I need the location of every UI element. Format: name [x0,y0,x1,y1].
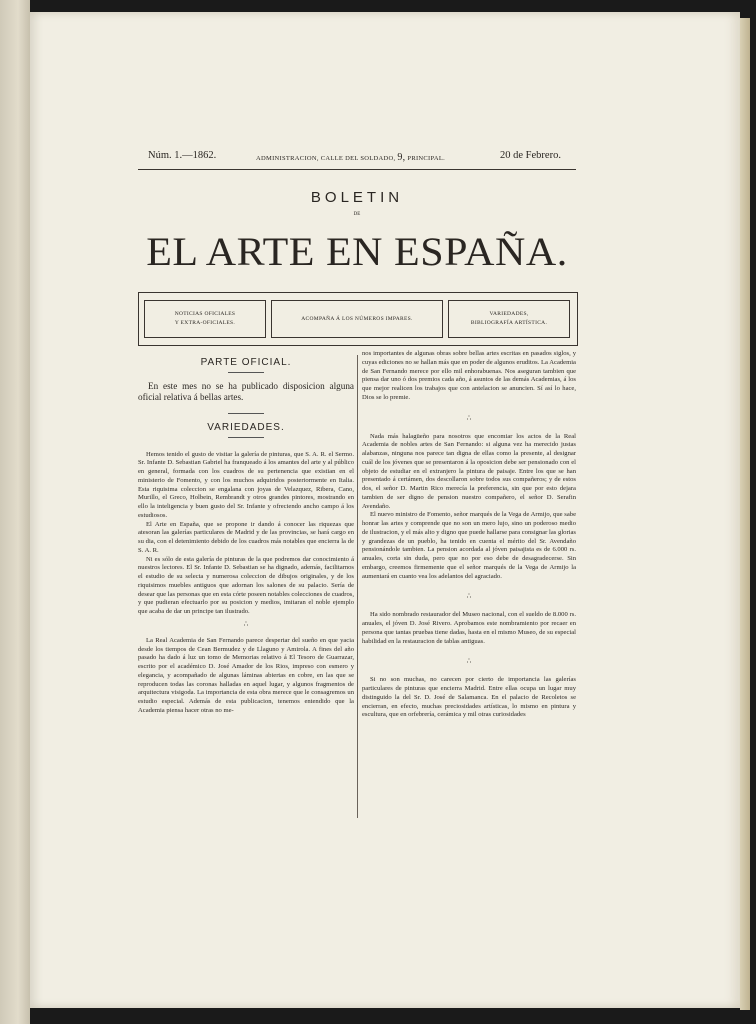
paragraph: Ha sido nombrado restaurador del Museo nacional, con el sueldo de 8.000 rs. anuales, el jóven D. José Rivero. Aprobamos este nombramiento por recaer en persona que tantas pruebas tiene dadas, hasta en el mismo Museo, de su especial habilidad en la restauracion de tablas antiguas. [362,611,576,645]
box-acompana [271,300,443,338]
header-rule [138,169,576,170]
paragraph: La Real Academia de San Fernando parece despertar del sueño en que yacia desde los tiempos de Cean Bermudez y de Llaguno y Amirola. A fines del año pasado ha dado á luz un tomo de Memorias relativo á El Tesoro de Guarrazar, escrito por el académico D. José Amador de los Rios, impreso con esmero y elegancia, y acompañado de algunas láminas abiertas en cobre, en las que se reproducen todas las coronas halladas en aquel lugar, y algunos fragmentos de arquitectura visigoda. La importancia de esta obra merece que le consagremos un estudio especial. Además de esta publicacion, tenemos entendido que la Academia piensa hacer otras no me- [138,636,354,714]
box-noticias-line1: NOTICIAS OFICIALES [174,311,236,317]
admin-address-end: PRINCIPAL. [407,155,446,162]
box-noticias-line2: Y EXTRA-OFICIALES. [174,320,236,326]
admin-address-start: ADMINISTRACION, CALLE DEL SOLDADO, [256,155,396,162]
separator-asterism: ∴ [466,657,472,666]
box-variedades [448,300,570,338]
admin-address-number: 9, [397,152,406,163]
masthead-title: EL ARTE EN ESPAÑA. [146,229,568,274]
short-rule [228,437,264,438]
box-variedades-line2: BIBLIOGRAFÍA ARTÍSTICA. [470,320,548,326]
separator-asterism: ∴ [466,592,472,601]
paragraph: Nada más halagüeño para nosotros que encomiar los actos de la Real Academia de nobles artes de San Fernando: si alguna vez ha merecido justas alabanzas, ninguna nos parece tan digna de ellas como la presente, al designar cuál de los jóvenes que se presentaron á la oposicion debe ser pensionado con el objeto de estudiar en el extranjero la pintura de paisaje. Entre los que se han presentado á certámen, dos descollaron sobre todos sus compañeros; y de estos dos, el señor D. Martin Rico merecía la preferencia, sin que por esto dejara tambien de ser digno de pension nuestro compañero, el señor D. Serafin Avendaño. [362,432,576,510]
box-noticias [144,300,266,338]
box-variedades-line1: VARIEDADES, [489,311,529,317]
boletin-label: BOLETIN [310,189,404,206]
left-column [138,350,354,716]
issue-number: Núm. 1.—1862. [148,150,217,161]
de-label: DE [353,212,361,217]
paragraph: El nuevo ministro de Fomento, señor marqués de la Vega de Armijo, que sabe honrar las artes y comprende que no son un mero lujo, sino un poderoso medio de ilustracion, y el más alto y digno que puede hallarse para consignar las glorias y grandezas de un pueblo, ha tenido en cuenta el mérito del Sr. Avendaño pensionándole tambien. La pension acordada al jóven paisajista es de 6.000 rs. anuales, corta sin duda, pero que no por eso debe de desagradecerse. Sin embargo, creemos firmemente que el señor marqués de la Vega de Armijo la aumentará en cuanto vea los adelantos del agraciado. [362,511,576,580]
page-stack-edge [740,18,750,1010]
parte-oficial-title: PARTE OFICIAL. [200,357,292,368]
column-divider [357,355,358,818]
paragraph: Si no son muchas, no carecen por cierto de importancia las galerías particulares de pinturas que encierra Madrid. Entre ellas ocupa un lugar muy distinguido la del Sr. D. José de Salamanca. En el palacio de Recoletos se encierran, en efecto, muchas preciosidades artísticas, lo mismo en pintura y escultura, que en orfebrería, cerámica y mil otras curiosidades [362,676,576,719]
box-acompana-text: ACOMPAÑA Á LOS NÚMEROS IMPARES. [301,315,413,322]
separator-asterism: ∴ [243,619,249,628]
short-rule [228,372,264,373]
right-column [362,350,576,720]
paragraph: Hemos tenido el gusto de visitar la galería de pinturas, que S. A. R. el Sermo. Sr. Infante D. Sebastian Gabriel ha franqueado á los amantes del arte y al público en general, formada con los cuadros de su pertenencia que existian en el ministerio de Fomento, y con los muchos adquiridos posteriormente en Italia. Esta riquisima coleccion se engalana con joyas de Velazquez, Ribera, Cano, Murillo, el Greco, Holbein, Rembrandt y otros grandes pintores, mostrando en ello la inteligencia y buen gusto del Sr. Infante y ofreciendo ancho campo á los estudiosos. [138,450,354,519]
issue-date: 20 de Febrero. [500,150,561,161]
paragraph: Ni es sólo de esta galería de pinturas de la que podremos dar conocimiento á nuestros lectores. El Sr. Infante D. Sebastian se ha dignado, además, facilitarnos el estudio de su selecta y numerosa coleccion de dibujos originales, y de los riquisimos muebles antiguos que adornan los salones de su palacio. Sería de desear que las personas que en esta córte poseen notables colecciones de cuadros, y que pudieran efectuarlo por su posicion y medios, imitaran el noble ejemplo que acaba de dar un principe tan ilustrado. [138,555,354,615]
paragraph: El Arte en España, que se propone ir dando á conocer las riquezas que atesoran las galerías particulares de Madrid y de las provincias, se hará cargo en su dia, con el detenimiento debido de los cuadros más notables que encierra la de S. A. R. [138,520,354,554]
adjacent-page-edge [0,0,30,1024]
variedades-title: VARIEDADES. [207,421,285,433]
oficial-text: En este mes no se ha publicado disposicion alguna oficial relativa á bellas artes. [138,380,354,402]
paragraph: nos importantes de algunas obras sobre bellas artes escritas en pasados siglos, y cuyas ediciones no se hallan más que en poder de algunos eruditos. La Academia de San Fernando merece por ello mil enhorabuenas. Nos aseguran tambien que piensa dar uno ó dos premios cada año, á asuntos de las demás Academias, á los que mejor realicen los trabajos que con antelacion se anuncien. Sí así lo hace, Dios se lo premie. [362,350,576,401]
short-rule [228,413,264,414]
info-boxes [138,292,578,346]
separator-asterism: ∴ [466,413,472,422]
administration-address [256,152,445,163]
